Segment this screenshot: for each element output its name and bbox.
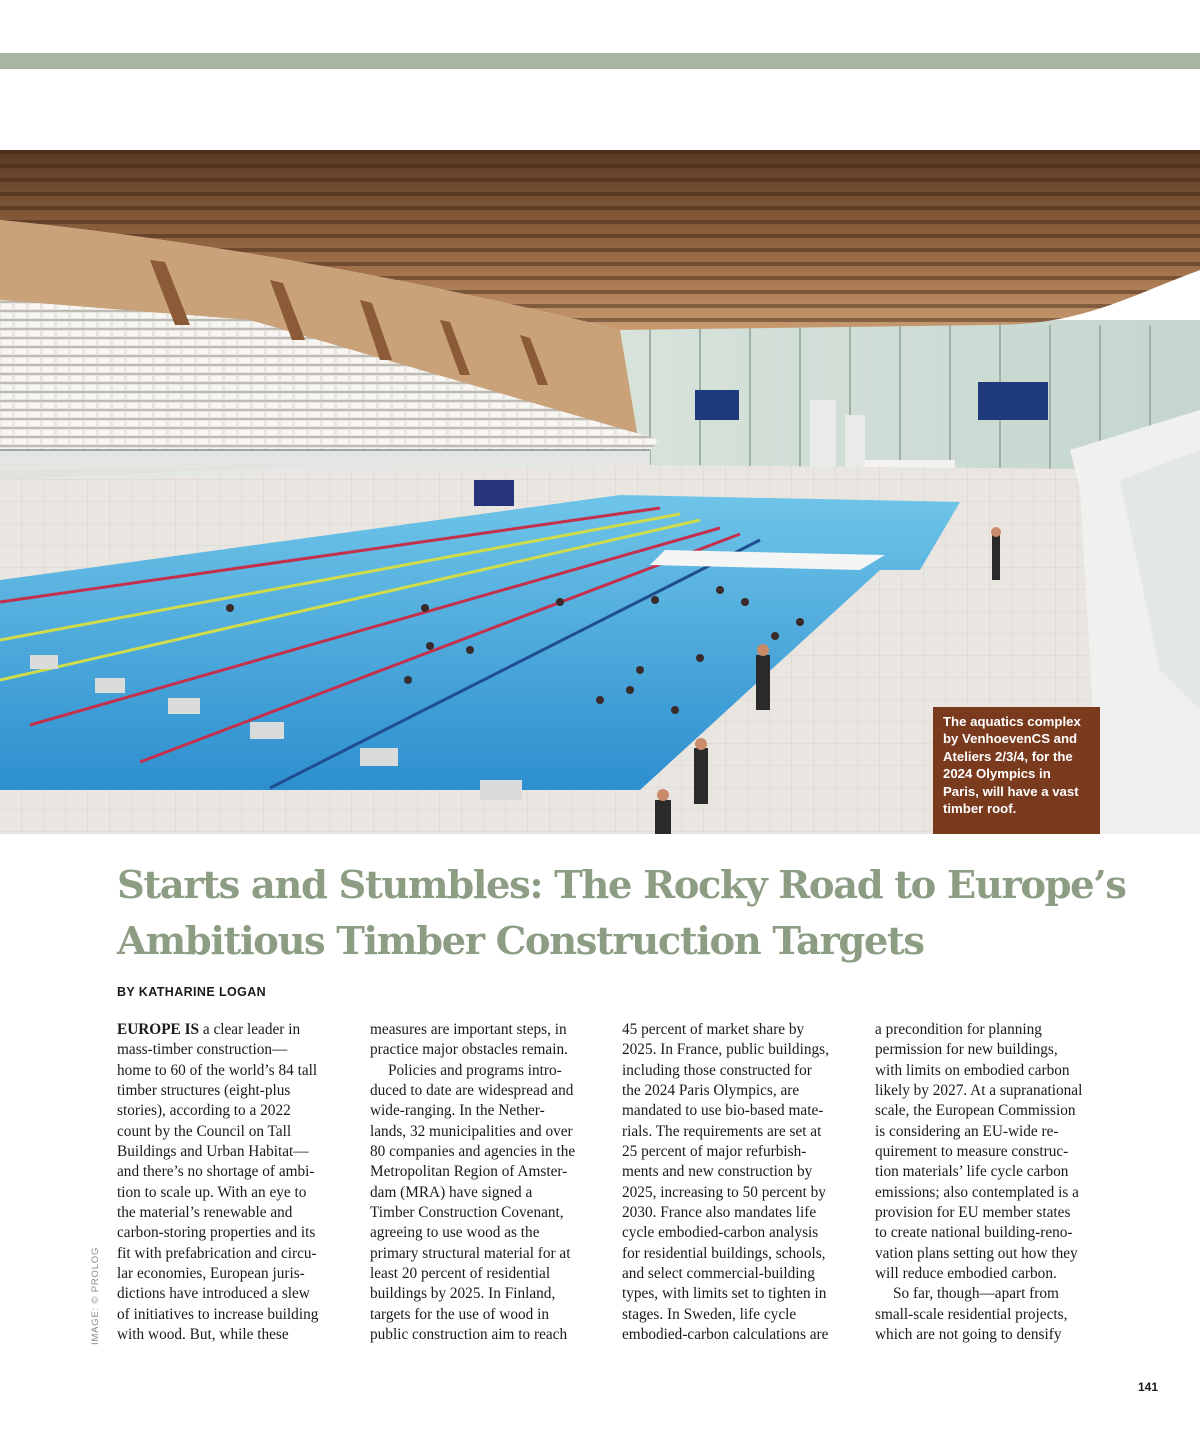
body-line: ments and new construction by (622, 1163, 813, 1181)
body-line: buildings by 2025. In Finland, (370, 1285, 556, 1303)
body-line: with wood. But, while these (117, 1326, 289, 1344)
body-line: quirement to measure construc- (875, 1143, 1069, 1161)
headline-line: Starts and Stumbles: The Rocky Road to Europe’s (117, 863, 1126, 908)
article-headline (117, 858, 1177, 970)
body-line: of initiatives to increase building (117, 1305, 319, 1323)
body-line: dam (MRA) have signed a (370, 1183, 533, 1201)
body-line: with limits on embodied carbon (875, 1061, 1070, 1079)
body-text: a clear leader in (199, 1021, 301, 1038)
body-line: mass-timber construction— (117, 1041, 288, 1059)
body-line: Buildings and Urban Habitat— (117, 1143, 309, 1161)
byline: BY KATHARINE LOGAN (117, 985, 267, 999)
body-line: measures are important steps, in (370, 1021, 567, 1038)
page-number: 141 (1138, 1380, 1159, 1394)
caption-line: 2024 Olympics in (943, 766, 1051, 782)
top-accent-bar (0, 53, 1200, 69)
body-line: dictions have introduced a slew (117, 1285, 310, 1303)
body-line: count by the Council on Tall (117, 1122, 292, 1140)
body-line: tion materials’ life cycle carbon (875, 1163, 1069, 1181)
body-line: 2025. In France, public buildings, (622, 1041, 829, 1059)
headline-line: Ambitious Timber Construction Targets (117, 919, 924, 964)
body-line: rials. The requirements are set at (622, 1122, 822, 1140)
photo-caption (933, 707, 1100, 834)
body-line: home to 60 of the world’s 84 tall (117, 1061, 318, 1079)
body-line: least 20 percent of residential (370, 1265, 551, 1283)
caption-line: by VenhoevenCS and (943, 731, 1078, 747)
body-line: Metropolitan Region of Amster- (370, 1163, 568, 1181)
body-line: mandated to use bio-based mate- (622, 1102, 824, 1120)
body-line: 80 companies and agencies in the (370, 1143, 576, 1161)
body-line: public construction aim to reach (370, 1326, 568, 1344)
body-line: provision for EU member states (875, 1204, 1071, 1222)
body-line: including those constructed for (622, 1061, 812, 1079)
body-line: 25 percent of major refurbish- (622, 1143, 807, 1161)
caption-line: Paris, will have a vast (943, 783, 1079, 799)
body-line: tion to scale up. With an eye to (117, 1183, 307, 1201)
body-line: is considering an EU-wide re- (875, 1122, 1059, 1140)
body-line: small-scale residential projects, (875, 1305, 1068, 1323)
body-line: lar economies, European juris- (117, 1265, 305, 1283)
body-line: which are not going to densify (875, 1326, 1062, 1344)
body-line: agreeing to use wood as the (370, 1224, 540, 1242)
body-line: cycle embodied-carbon analysis (622, 1224, 819, 1242)
caption-line: timber roof. (943, 801, 1017, 817)
body-line: stages. In Sweden, life cycle (622, 1305, 797, 1323)
body-line (117, 1020, 352, 1040)
body-line: carbon-storing properties and its (117, 1224, 316, 1242)
body-column-1 (117, 1020, 352, 1346)
caption-line: The aquatics complex (943, 714, 1081, 729)
body-line: 2025, increasing to 50 percent by (622, 1183, 826, 1201)
body-line: wide-ranging. In the Nether- (370, 1102, 545, 1120)
body-column-4 (875, 1020, 1110, 1346)
body-line: targets for the use of wood in (370, 1305, 549, 1323)
body-line: the 2024 Paris Olympics, are (622, 1082, 800, 1100)
body-line: Policies and programs intro- (388, 1061, 562, 1079)
body-line: 45 percent of market share by (622, 1021, 805, 1038)
body-column-2 (370, 1020, 605, 1346)
body-line: to create national building-reno- (875, 1224, 1073, 1242)
body-line: Timber Construction Covenant, (370, 1204, 564, 1222)
body-line: stories), according to a 2022 (117, 1102, 291, 1120)
body-line: duced to date are widespread and (370, 1082, 574, 1100)
body-line: 2030. France also mandates life (622, 1204, 817, 1222)
body-line: likely by 2027. At a supranational (875, 1082, 1083, 1100)
body-line: scale, the European Commission (875, 1102, 1076, 1120)
body-line: So far, though—apart from (893, 1285, 1059, 1303)
body-line: lands, 32 municipalities and over (370, 1122, 573, 1140)
body-line: fit with prefabrication and circu- (117, 1244, 317, 1262)
image-credit: IMAGE: © PROLOG (90, 1246, 101, 1345)
caption-line: Ateliers 2/3/4, for the (943, 748, 1073, 764)
body-line: emissions; also contemplated is a (875, 1183, 1079, 1201)
body-line: vation plans setting out how they (875, 1244, 1078, 1262)
body-column-3 (622, 1020, 857, 1346)
body-line: primary structural material for at (370, 1244, 571, 1262)
body-line: timber structures (eight-plus (117, 1082, 291, 1100)
body-line: will reduce embodied carbon. (875, 1265, 1057, 1283)
body-line: the material’s renewable and (117, 1204, 293, 1222)
body-line: practice major obstacles remain. (370, 1041, 568, 1059)
body-line: permission for new buildings, (875, 1041, 1058, 1059)
body-line: types, with limits set to tighten in (622, 1285, 827, 1303)
body-line: and select commercial-building (622, 1265, 815, 1283)
body-line: a precondition for planning (875, 1021, 1042, 1038)
lead-in: EUROPE IS (117, 1021, 200, 1038)
body-line: for residential buildings, schools, (622, 1244, 826, 1262)
body-line: and there’s no shortage of ambi- (117, 1163, 315, 1181)
body-line: embodied-carbon calculations are (622, 1326, 829, 1344)
